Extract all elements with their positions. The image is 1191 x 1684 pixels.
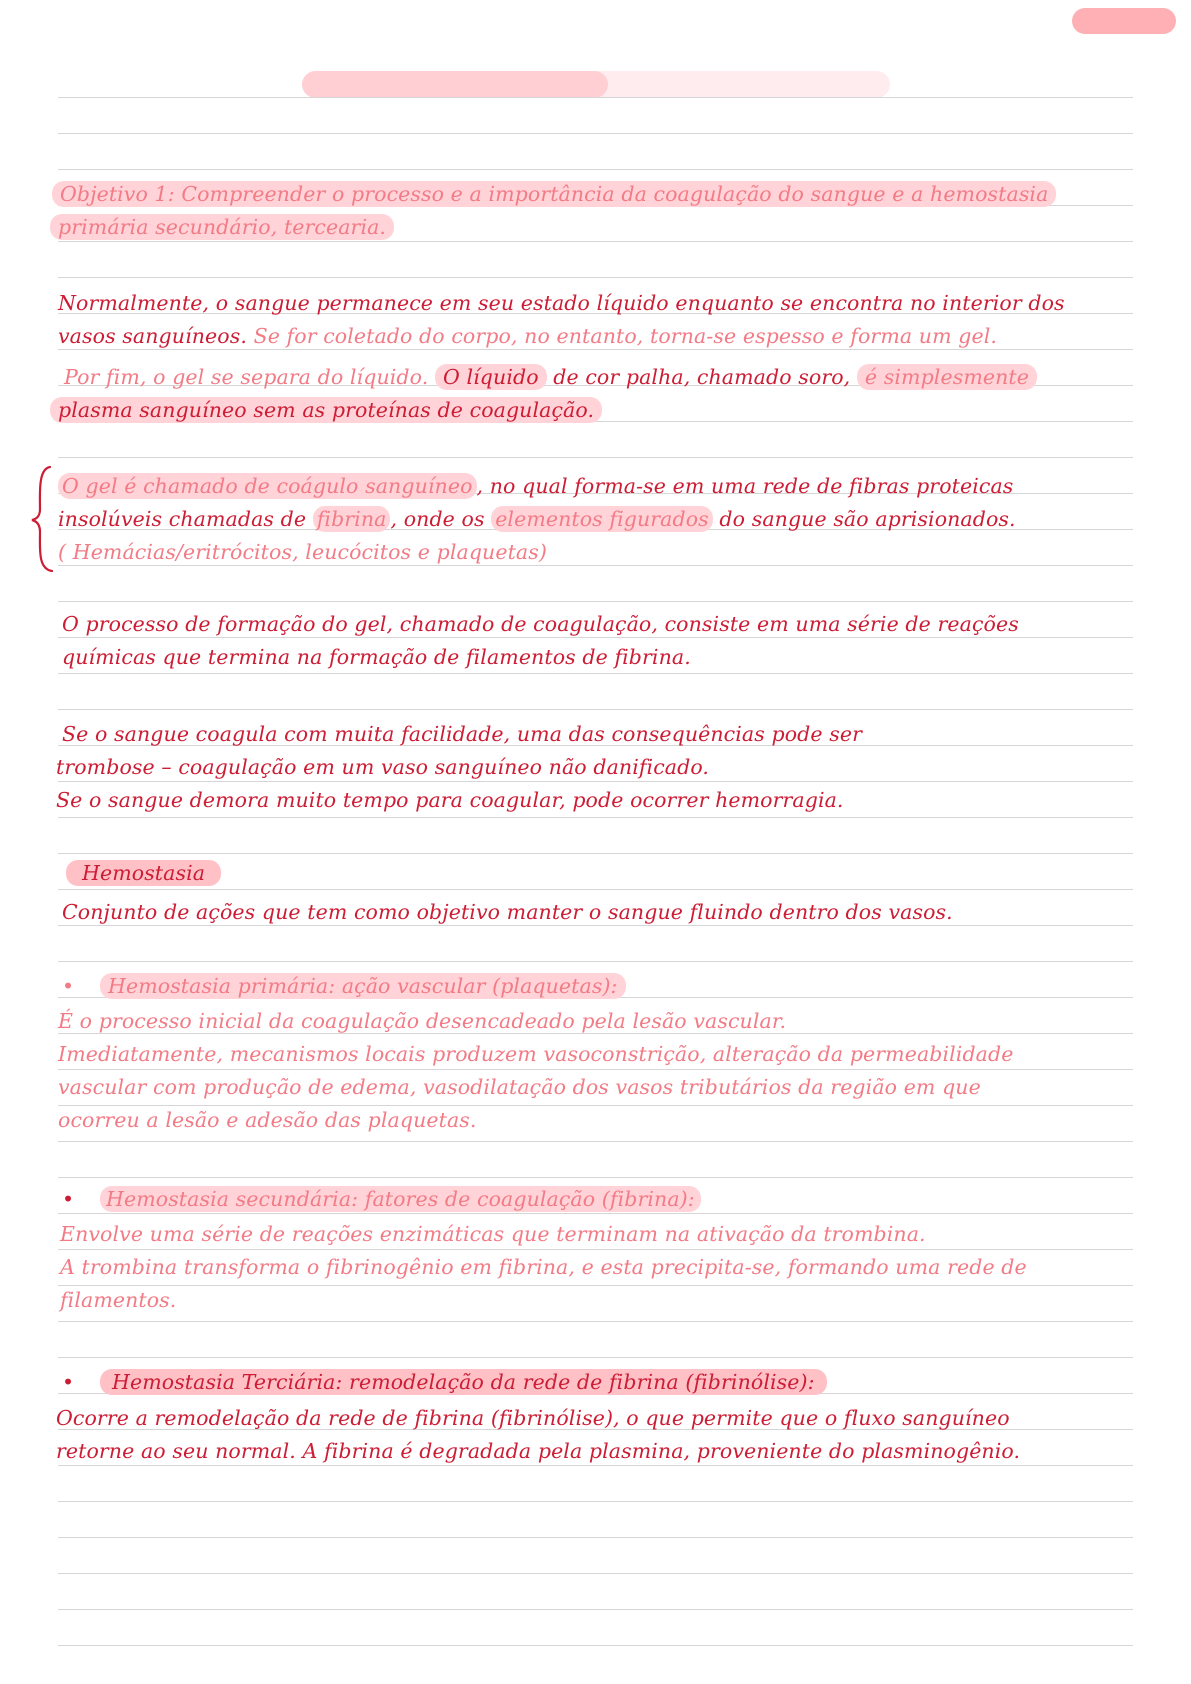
tertiary-heading: • Hemostasia Terciária: remodelação da rede de fibrina (fibrinólise): <box>62 1366 827 1399</box>
intro-line-4: plasma sanguíneo sem as proteínas de coagulação. <box>50 394 602 427</box>
bullet-icon: • <box>62 974 75 998</box>
primary-line-3: vascular com produção de edema, vasodilatação dos vasos tributários da região em que <box>58 1075 981 1099</box>
process-line-1: O processo de formação do gel, chamado de coagulação, consiste em uma série de reações <box>62 612 1019 636</box>
primary-line-4: ocorreu a lesão e adesão das plaquetas. <box>58 1108 477 1132</box>
curly-brace-icon <box>30 464 54 574</box>
consequences-line-1: Se o sangue coagula com muita facilidade, uma das consequências pode ser <box>62 722 862 746</box>
gel-line-2: insolúveis chamadas de fibrina , onde os elementos figurados do sangue são aprisionados. <box>58 507 1016 531</box>
secondary-line-1: Envolve uma série de reações enzimáticas que terminam na ativação da trombina. <box>60 1222 926 1246</box>
objective-line-1: Objetivo 1: Compreender o processo e a importância da coagulação do sangue e a hemostasia <box>52 178 1056 211</box>
bullet-icon: • <box>62 1187 75 1211</box>
tertiary-line-2: retorne ao seu normal. A fibrina é degradada pela plasmina, proveniente do plasminogênio. <box>56 1439 1021 1463</box>
secondary-line-2: A trombina transforma o fibrinogênio em fibrina, e esta precipita-se, formando uma rede de <box>60 1255 1027 1279</box>
gel-line-1: O gel é chamado de coágulo sanguíneo , no qual forma-se em uma rede de fibras proteicas <box>58 470 1013 503</box>
consequences-line-2: trombose – coagulação em um vaso sanguíneo não danificado. <box>56 755 710 779</box>
title-bar-fill <box>302 71 608 98</box>
hemostasia-title: Hemostasia <box>66 857 221 890</box>
consequences-line-3: Se o sangue demora muito tempo para coagular, pode ocorrer hemorragia. <box>56 788 844 812</box>
process-line-2: químicas que termina na formação de filamentos de fibrina. <box>62 645 691 669</box>
intro-line-3: Por fim, o gel se separa do líquido. O líquido de cor palha, chamado soro, é simplesmente <box>64 361 1037 394</box>
secondary-line-3: filamentos. <box>60 1288 177 1312</box>
intro-line-1: Normalmente, o sangue permanece em seu estado líquido enquanto se encontra no interior dos <box>58 291 1065 315</box>
header-tab-decoration <box>1072 8 1176 34</box>
hemostasia-definition: Conjunto de ações que tem como objetivo manter o sangue fluindo dentro dos vasos. <box>62 900 953 924</box>
bullet-icon: • <box>62 1370 75 1394</box>
tertiary-line-1: Ocorre a remodelação da rede de fibrina (fibrinólise), o que permite que o fluxo sanguíneo <box>56 1406 1010 1430</box>
objective-line-2: primária secundário, tercearia. <box>50 211 394 244</box>
intro-line-2: vasos sanguíneos. Se for coletado do corpo, no entanto, torna-se espesso e forma um gel. <box>58 324 997 348</box>
primary-line-1: É o processo inicial da coagulação desencadeado pela lesão vascular. <box>58 1009 787 1033</box>
primary-line-2: Imediatamente, mecanismos locais produzem vasoconstrição, alteração da permeabilidade <box>58 1042 1014 1066</box>
gel-line-3: ( Hemácias/eritrócitos, leucócitos e plaquetas) <box>58 540 547 564</box>
secondary-heading: • Hemostasia secundária: fatores de coagulação (fibrina): <box>62 1183 701 1216</box>
primary-heading: • Hemostasia primária: ação vascular (plaquetas): <box>62 970 626 1003</box>
